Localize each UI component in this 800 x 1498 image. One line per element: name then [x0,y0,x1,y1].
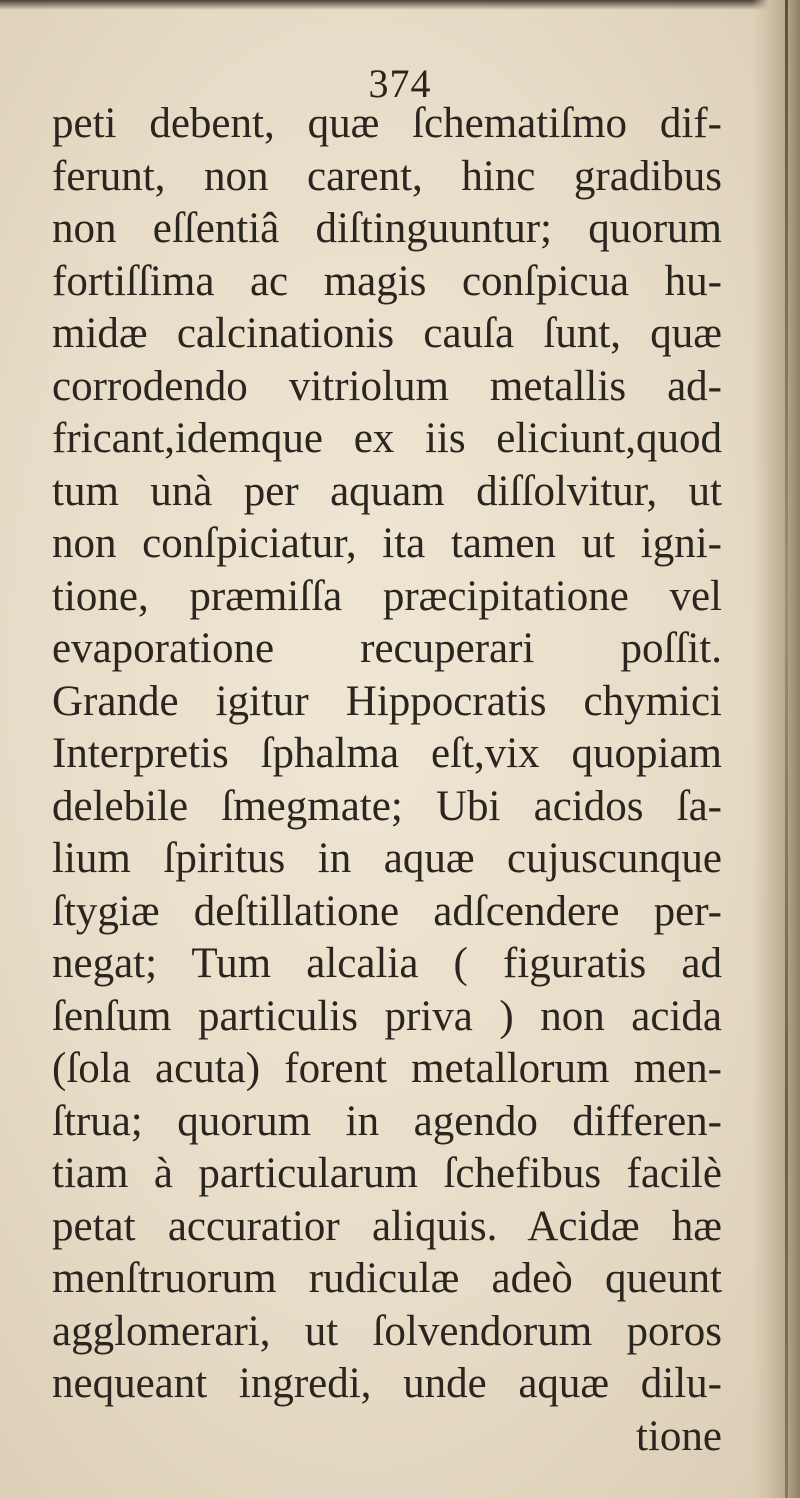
text-line: tione, præmiſſa præcipitatione vel [52,572,722,620]
top-shadow [0,0,800,10]
page-gutter-edge [752,0,800,1498]
catchword: tione [636,1412,722,1460]
text-line: (ſola acuta) forent metallorum men- [52,1045,722,1092]
text-line: lium ſpiritus in aquæ cujuscunque [52,835,722,882]
text-line: nequeant ingredi, unde aquæ dilu- [52,1360,722,1407]
text-line: delebile ſmegmate; Ubi acidos ſa- [52,782,722,830]
text-line: evaporatione recuperari poſſit. [52,625,722,672]
text-line: peti debent, quæ ſchematiſmo dif- [52,100,722,147]
text-line: midæ calcinationis cauſa ſunt, quæ [52,310,722,357]
page-number: 374 [368,61,432,106]
text-line: ferunt, non carent, hinc gradibus [52,152,722,200]
text-line: ſtygiæ deſtillatione adſcendere per- [52,887,722,935]
text-line: non conſpiciatur, ita tamen ut igni- [52,520,722,567]
text-line: corrodendo vitriolum metallis ad- [52,362,722,410]
text-line: petat accuratior aliquis. Acidæ hæ [52,1202,722,1250]
text-line: non eſſentiâ diſtinguuntur; quorum [52,205,722,252]
page-edge-line [785,0,788,1498]
body-text [52,98,722,1463]
text-line: tum unà per aquam diſſolvitur, ut [52,467,722,515]
text-line: Grande igitur Hippocratis chymici [52,677,722,725]
text-line: Interpretis ſphalma eſt,vix quopiam [52,730,722,777]
text-line: menſtruorum rudiculæ adeò queunt [52,1255,722,1302]
text-line: fricant,idemque ex iis eliciunt,quod [52,415,722,462]
text-line: ſtrua; quorum in agendo differen- [52,1097,722,1145]
text-line: tiam à particularum ſchefibus facilè [52,1150,722,1197]
text-line: agglomerari, ut ſolvendorum poros [52,1307,722,1355]
text-line: negat; Tum alcalia ( figuratis ad [52,940,722,987]
text-line: ſenſum particulis priva ) non acida [52,992,722,1040]
text-line: fortiſſima ac magis conſpicua hu- [52,257,722,305]
